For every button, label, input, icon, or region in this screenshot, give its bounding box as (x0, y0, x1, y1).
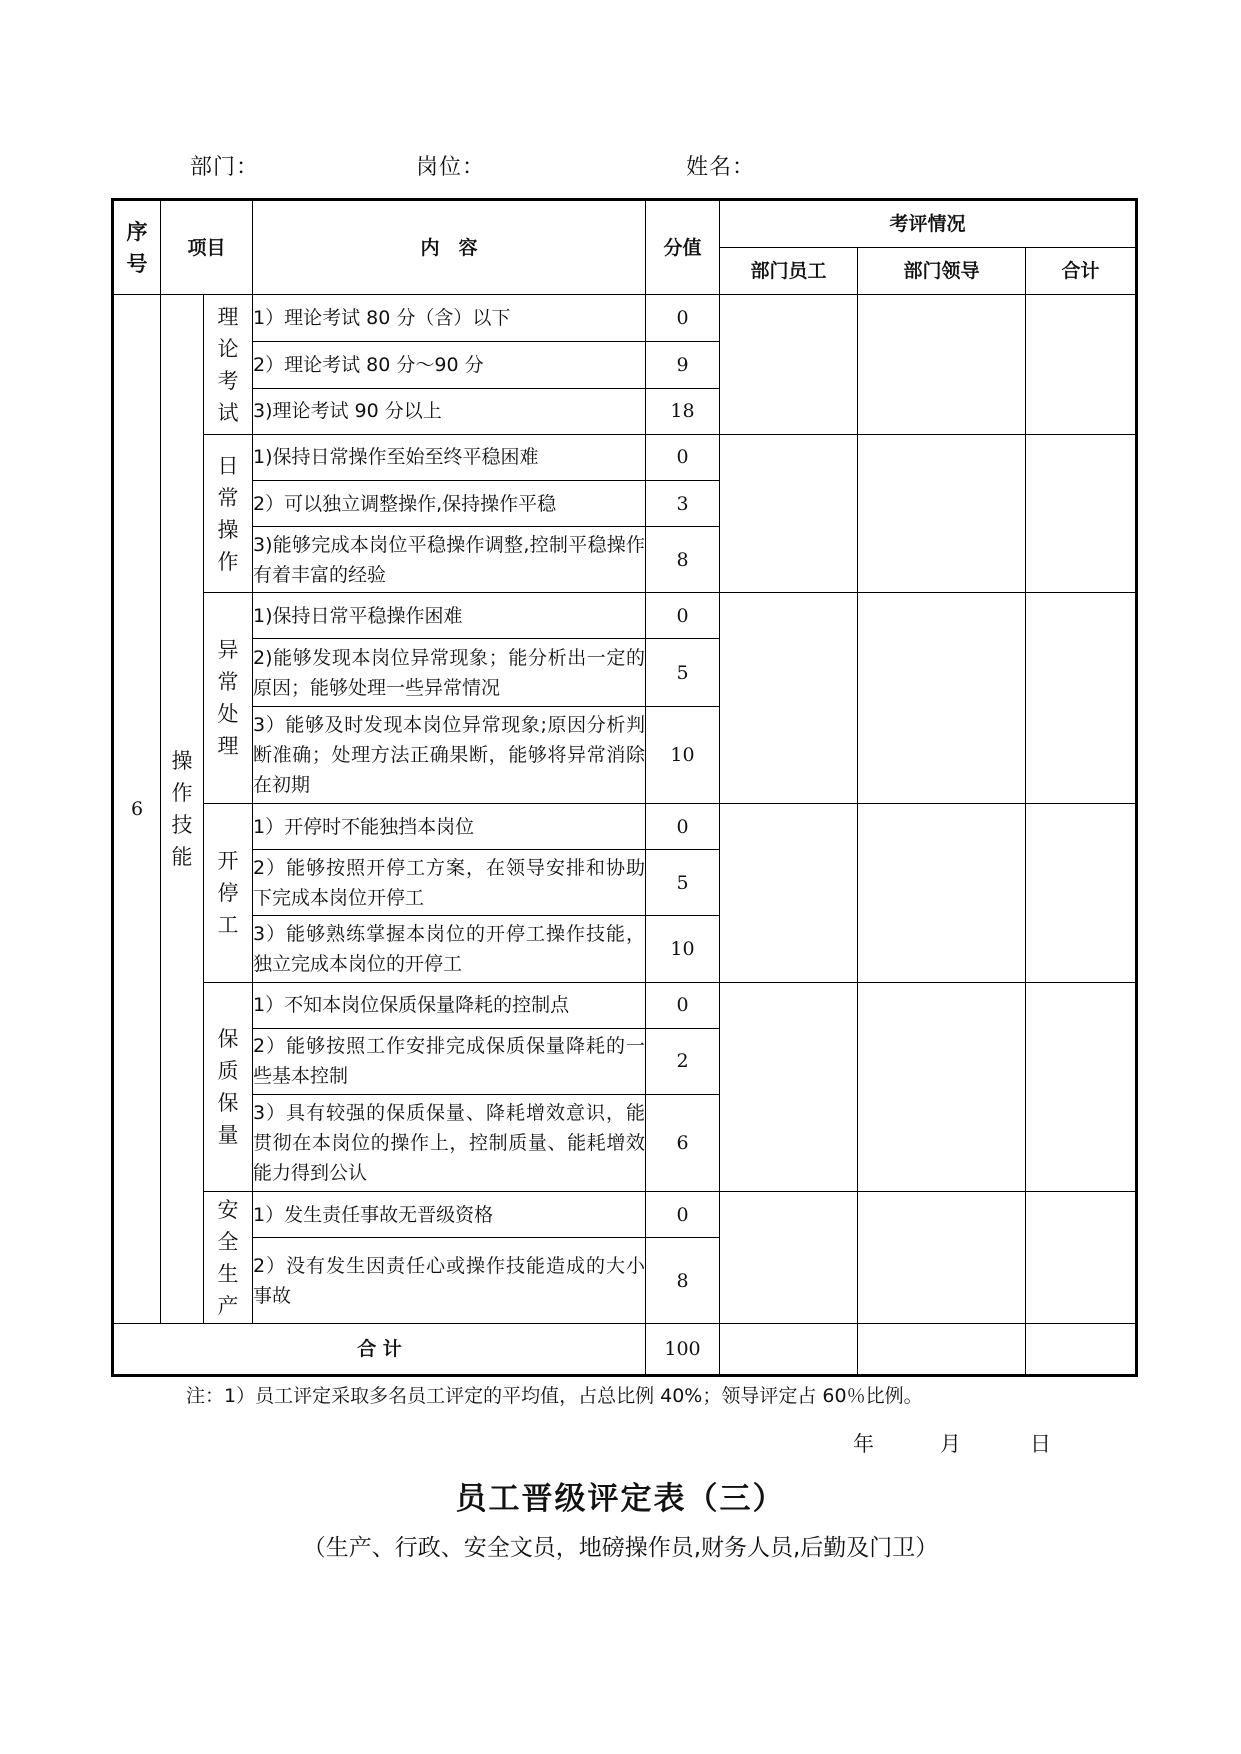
criterion-score: 0 (646, 593, 720, 639)
next-form-subtitle: （生产、行政、安全文员，地磅操作员,财务人员,后勤及门卫） (302, 1535, 939, 1561)
total-eval-cell[interactable] (1026, 982, 1137, 1192)
leader-header: 部门领导 (858, 248, 1026, 295)
criterion-score: 10 (646, 916, 720, 982)
criterion-score: 0 (646, 295, 720, 342)
group-name-cell: 保质保量 (204, 982, 253, 1192)
name-label: 姓名： (686, 155, 756, 180)
post-label: 岗位： (416, 155, 486, 180)
criterion-score: 18 (646, 388, 720, 434)
leader-eval-cell[interactable] (858, 295, 1026, 434)
criterion-score: 8 (646, 527, 720, 593)
date-year: 年 (853, 1432, 874, 1456)
staff-eval-cell[interactable] (720, 982, 858, 1192)
criterion-score: 0 (646, 982, 720, 1028)
evaluation-table (111, 198, 1138, 1377)
total-eval-cell[interactable] (1026, 804, 1137, 983)
total-staff-cell[interactable] (720, 1323, 858, 1375)
criterion-text: 2)能够发现本岗位异常现象；能分析出一定的原因；能够处理一些异常情况 (253, 639, 646, 706)
criterion-text: 2）理论考试 80 分～90 分 (253, 342, 646, 388)
total-eval-cell[interactable] (1026, 1192, 1137, 1323)
criterion-text: 3）能够熟练掌握本岗位的开停工操作技能，独立完成本岗位的开停工 (253, 916, 646, 982)
category-cell: 操作技能 (161, 295, 204, 1323)
criterion-score: 0 (646, 804, 720, 850)
total-score: 100 (646, 1323, 720, 1375)
criterion-text: 1）不知本岗位保质保量降耗的控制点 (253, 982, 646, 1028)
group-name-cell: 日常操作 (204, 434, 253, 593)
department-label: 部门： (190, 155, 260, 180)
leader-eval-cell[interactable] (858, 434, 1026, 593)
criterion-text: 1）理论考试 80 分（含）以下 (253, 295, 646, 342)
total-sum-cell[interactable] (1026, 1323, 1137, 1375)
total-header: 合计 (1026, 248, 1137, 295)
total-eval-cell[interactable] (1026, 593, 1137, 804)
criterion-text: 2）能够按照开停工方案，在领导安排和协助下完成本岗位开停工 (253, 850, 646, 916)
item-header: 项目 (161, 200, 253, 295)
criterion-text: 3）具有较强的保质保量、降耗增效意识，能贯彻在本岗位的操作上，控制质量、能耗增效能力得到公认 (253, 1094, 646, 1191)
criterion-text: 3）能够及时发现本岗位异常现象;原因分析判断准确；处理方法正确果断，能够将异常消除在初期 (253, 706, 646, 803)
content-header: 内 容 (253, 200, 646, 295)
date-month: 月 (940, 1432, 961, 1456)
criterion-score: 0 (646, 1192, 720, 1238)
seq-header: 序号 (113, 200, 161, 295)
score-header: 分值 (646, 200, 720, 295)
criterion-text: 1）开停时不能独挡本岗位 (253, 804, 646, 850)
staff-eval-cell[interactable] (720, 804, 858, 983)
evaluation-header: 考评情况 (720, 200, 1137, 248)
criterion-text: 3)理论考试 90 分以上 (253, 388, 646, 434)
criterion-score: 3 (646, 480, 720, 526)
criterion-score: 8 (646, 1238, 720, 1323)
group-name-cell: 理论考试 (204, 295, 253, 434)
total-eval-cell[interactable] (1026, 434, 1137, 593)
total-leader-cell[interactable] (858, 1323, 1026, 1375)
footnote: 注：1）员工评定采取多名员工评定的平均值，占总比例 40%；领导评定占 60％比例。 (186, 1385, 923, 1407)
next-form-title: 员工晋级评定表（三） (455, 1481, 786, 1517)
staff-header: 部门员工 (720, 248, 858, 295)
leader-eval-cell[interactable] (858, 804, 1026, 983)
staff-eval-cell[interactable] (720, 295, 858, 434)
serial-cell: 6 (113, 295, 161, 1323)
group-name-cell: 开停工 (204, 804, 253, 983)
criterion-text: 2）能够按照工作安排完成保质保量降耗的一些基本控制 (253, 1028, 646, 1094)
criterion-score: 9 (646, 342, 720, 388)
leader-eval-cell[interactable] (858, 982, 1026, 1192)
total-label: 合 计 (113, 1323, 646, 1375)
criterion-text: 2）没有发生因责任心或操作技能造成的大小事故 (253, 1238, 646, 1323)
staff-eval-cell[interactable] (720, 434, 858, 593)
criterion-score: 5 (646, 639, 720, 706)
criterion-score: 5 (646, 850, 720, 916)
criterion-text: 1)保持日常操作至始至终平稳困难 (253, 434, 646, 480)
criterion-text: 1）发生责任事故无晋级资格 (253, 1192, 646, 1238)
total-eval-cell[interactable] (1026, 295, 1137, 434)
criterion-text: 3)能够完成本岗位平稳操作调整,控制平稳操作有着丰富的经验 (253, 527, 646, 593)
criterion-score: 10 (646, 706, 720, 803)
criterion-score: 6 (646, 1094, 720, 1191)
group-name-cell: 安全生产 (204, 1192, 253, 1323)
criterion-score: 0 (646, 434, 720, 480)
criterion-score: 2 (646, 1028, 720, 1094)
date-day: 日 (1030, 1432, 1051, 1456)
group-name-cell: 异常处理 (204, 593, 253, 804)
staff-eval-cell[interactable] (720, 593, 858, 804)
criterion-text: 1)保持日常平稳操作困难 (253, 593, 646, 639)
staff-eval-cell[interactable] (720, 1192, 858, 1323)
leader-eval-cell[interactable] (858, 593, 1026, 804)
criterion-text: 2）可以独立调整操作,保持操作平稳 (253, 480, 646, 526)
leader-eval-cell[interactable] (858, 1192, 1026, 1323)
